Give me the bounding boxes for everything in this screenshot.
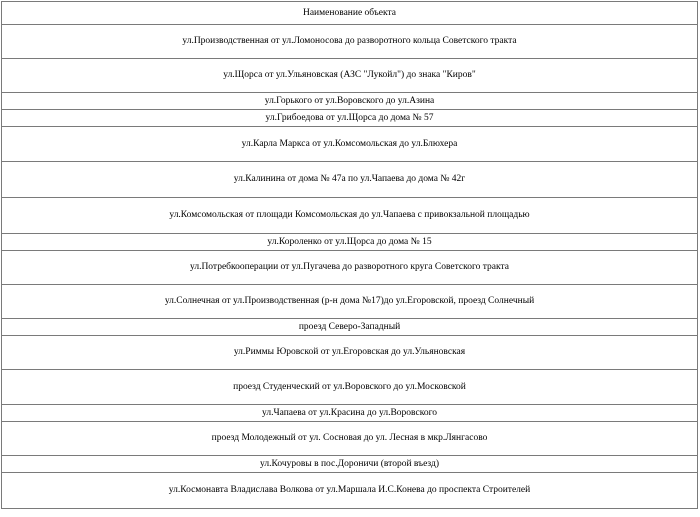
table-row xyxy=(2,59,698,93)
table-cell: ул.Грибоедова от ул.Щорса до дома № 57 xyxy=(2,110,698,127)
table-cell: ул.Солнечная от ул.Производственная (р-н дома №17)до ул.Егоровской, проезд Солнечный xyxy=(2,285,698,319)
table-cell: ул.Чапаева от ул.Красина до ул.Воровского xyxy=(2,405,698,422)
table-row xyxy=(2,285,698,319)
table-cell: ул.Короленко от ул.Щорса до дома № 15 xyxy=(2,234,698,251)
table-row xyxy=(2,110,698,127)
table-row xyxy=(2,251,698,285)
table-row xyxy=(2,422,698,456)
table-row xyxy=(2,370,698,405)
column-header-object-name: Наименование объекта xyxy=(2,2,698,25)
table-row xyxy=(2,25,698,59)
table-cell: ул.Карла Маркса от ул.Комсомольская до ул.Блюхера xyxy=(2,127,698,162)
table-cell: проезд Студенческий от ул.Воровского до ул.Московской xyxy=(2,370,698,405)
table-row xyxy=(2,198,698,234)
table-row xyxy=(2,456,698,473)
table-row xyxy=(2,405,698,422)
table-cell: проезд Молодежный от ул. Сосновая до ул. Лесная в мкр.Лянгасово xyxy=(2,422,698,456)
table-row xyxy=(2,473,698,509)
table-cell: ул.Кочуровы в пос.Дороничи (второй въезд) xyxy=(2,456,698,473)
objects-table xyxy=(1,1,698,509)
table-cell: ул.Риммы Юровской от ул.Егоровская до ул.Ульяновская xyxy=(2,336,698,370)
table-header-row xyxy=(2,2,698,25)
table-cell: ул.Щорса от ул.Ульяновская (АЗС "Лукойл") до знака "Киров" xyxy=(2,59,698,93)
table-cell: ул.Космонавта Владислава Волкова от ул.Маршала И.С.Конева до проспекта Строителей xyxy=(2,473,698,509)
table-row xyxy=(2,336,698,370)
table-row xyxy=(2,127,698,162)
table-row xyxy=(2,234,698,251)
table-row xyxy=(2,162,698,198)
table-cell: ул.Производственная от ул.Ломоносова до разворотного кольца Советского тракта xyxy=(2,25,698,59)
table-row xyxy=(2,93,698,110)
table-cell: ул.Потребкооперации от ул.Пугачева до разворотного круга Советского тракта xyxy=(2,251,698,285)
table-cell: ул.Комсомольская от площади Комсомольская до ул.Чапаева с привокзальной площадью xyxy=(2,198,698,234)
table-cell: проезд Северо-Западный xyxy=(2,319,698,336)
table-cell: ул.Калинина от дома № 47а по ул.Чапаева до дома № 42г xyxy=(2,162,698,198)
table-row xyxy=(2,319,698,336)
table-cell: ул.Горького от ул.Воровского до ул.Азина xyxy=(2,93,698,110)
